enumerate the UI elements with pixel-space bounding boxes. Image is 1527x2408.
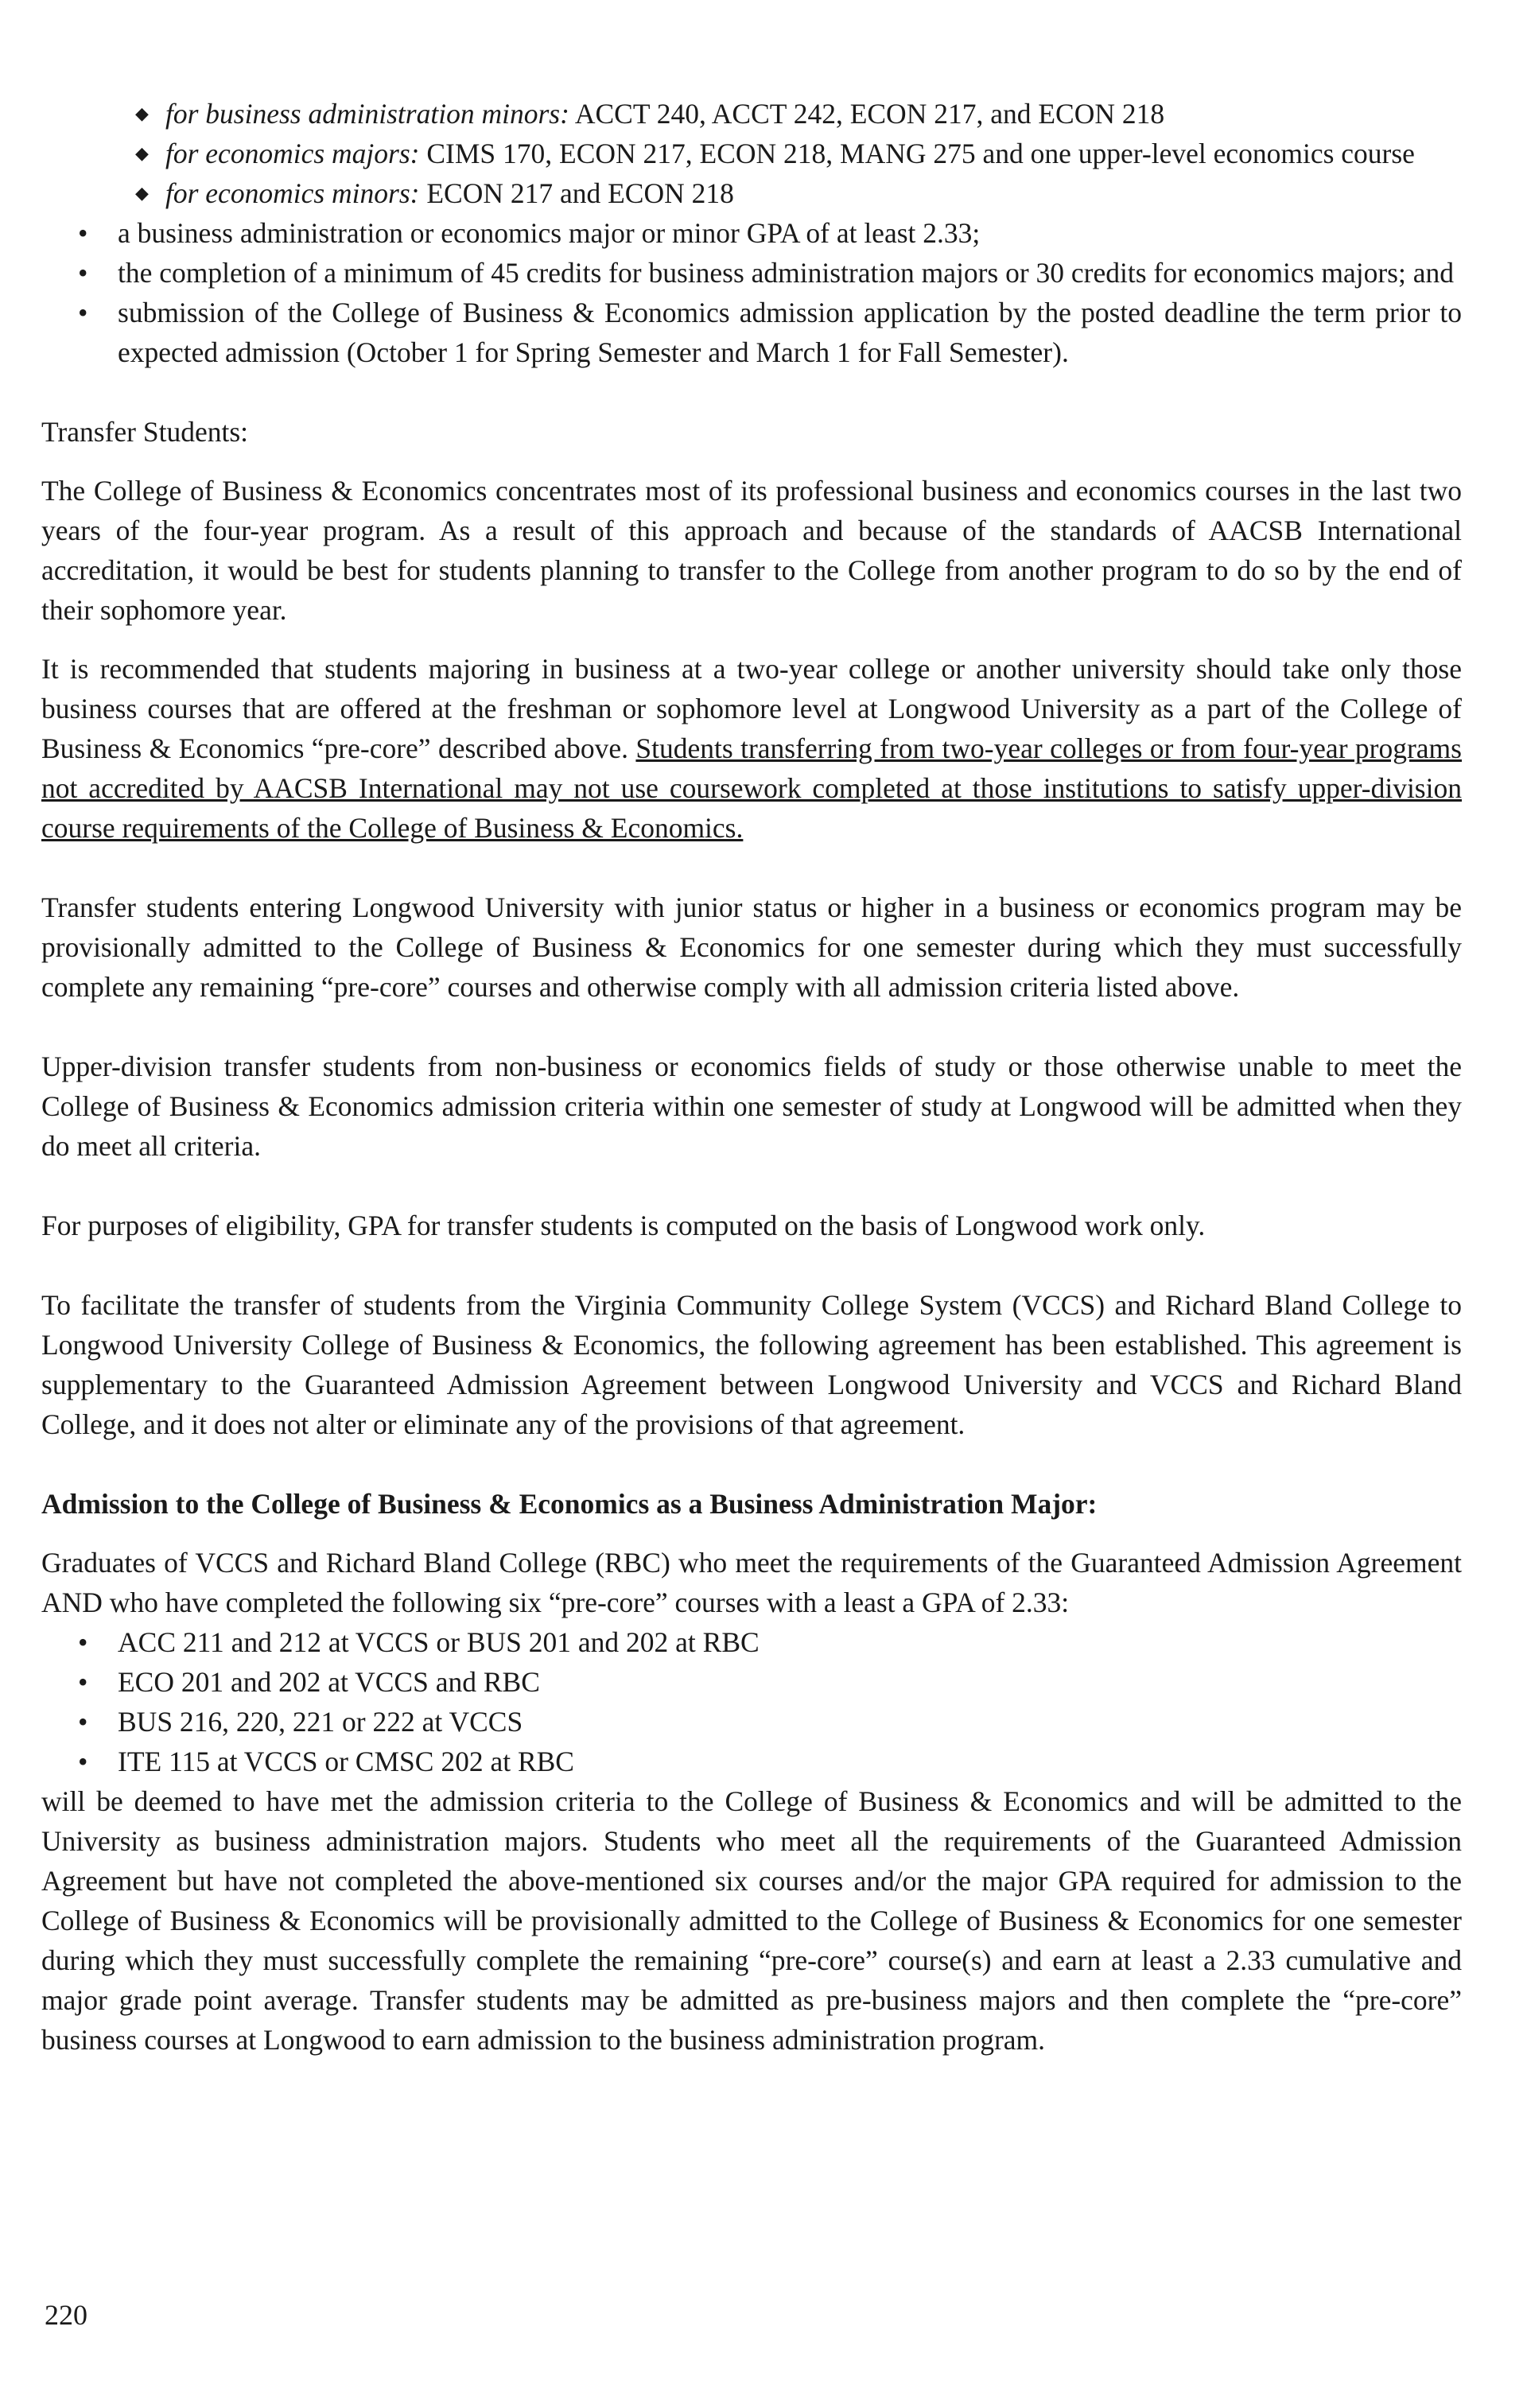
admission-heading: Admission to the College of Business & Economics as a Business Administration Major:	[41, 1488, 1098, 1520]
underlined-text: Students transferring from two-year colleges or from four-year programs not accredited by AACSB International may not use coursework completed at those institutions to satisfy upper-division course requirements of the College of Business & Economics.	[41, 732, 1462, 844]
admission-closing: will be deemed to have met the admission criteria to the College of Business & Economics and will be admitted to the University as business administration majors. Students who meet all the requirements of the Guaranteed Admission Agreement but have not completed the above-mentioned six courses and/or the major GPA required for admission to the College of Business & Economics will be provisionally admitted to the College of Business & Economics for one semester during which they must successfully complete the remaining “pre-core” course(s) and earn at least a 2.33 cumulative and major grade point average. Transfer students may be admitted as pre-business majors and then complete the “pre-core” business courses at Longwood to earn admission to the business administration program.	[41, 1785, 1462, 2056]
list-item-text: ECON 217 and ECON 218	[419, 177, 734, 209]
list-item-text: CIMS 170, ECON 217, ECON 218, MANG 275 and one upper-level economics course	[419, 138, 1415, 169]
list-item: • a business administration or economics major or minor GPA of at least 2.33;	[78, 213, 1462, 253]
paragraph-text: It is recommended that students majoring in business at a two-year college or another university should take only those business courses that are offered at the freshman or sophomore level at Longwood University as a part of the College of Business & Economics “pre-core” described above.	[41, 653, 1462, 764]
transfer-paragraph-3: Transfer students entering Longwood University with junior status or higher in a business or economics program may be provisionally admitted to the College of Business & Economics for one semester during which they must successfully complete any remaining “pre-core” courses and otherwise comply with all admission criteria listed above.	[41, 891, 1462, 1003]
transfer-paragraph-6: To facilitate the transfer of students from the Virginia Community College System (VCCS) and Richard Bland College to Longwood University College of Business & Economics, the following agreement has been established. This agreement is supplementary to the Guaranteed Admission Agreement between Longwood University and VCCS and Richard Bland College, and it does not alter or eliminate any of the provisions of that agreement.	[41, 1289, 1462, 1440]
list-item-text: ACCT 240, ACCT 242, ECON 217, and ECON 218	[569, 98, 1165, 130]
list-item: • submission of the College of Business & Economics admission application by the posted deadline the term prior to expected admission (October 1 for Spring Semester and March 1 for Fall Semester).	[78, 293, 1462, 372]
transfer-paragraph-4: Upper-division transfer students from non-business or economics fields of study or those otherwise unable to meet the College of Business & Economics admission criteria within one semester of study at Longwood will be admitted when they do meet all criteria.	[41, 1051, 1462, 1162]
list-item: • ITE 115 at VCCS or CMSC 202 at RBC	[78, 1742, 1462, 1781]
list-item-label: for economics majors:	[165, 138, 420, 169]
pre-core-course-list	[41, 1622, 1462, 1781]
list-item-label: for economics minors:	[165, 177, 420, 209]
document-page	[41, 94, 1462, 2060]
transfer-paragraph-1: The College of Business & Economics concentrates most of its professional business and economics courses in the last two years of the four-year program. As a result of this approach and because of the standards of AACSB International accreditation, it would be best for students planning to transfer to the College from another program to do so by the end of their sophomore year.	[41, 475, 1462, 626]
transfer-paragraph-2	[41, 649, 1462, 848]
list-item: • BUS 216, 220, 221 or 222 at VCCS	[78, 1702, 1462, 1742]
major-requirements-sublist	[41, 94, 1462, 213]
transfer-paragraph-5: For purposes of eligibility, GPA for transfer students is computed on the basis of Longwood work only.	[41, 1210, 1206, 1241]
transfer-students-heading: Transfer Students:	[41, 416, 249, 448]
list-item	[135, 173, 1462, 213]
list-item-label: for business administration minors:	[165, 98, 569, 130]
page-number: 220	[45, 2299, 87, 2331]
list-item: • ACC 211 and 212 at VCCS or BUS 201 and 202 at RBC	[78, 1622, 1462, 1662]
list-item	[135, 134, 1462, 173]
admission-intro: Graduates of VCCS and Richard Bland College (RBC) who meet the requirements of the Guaranteed Admission Agreement AND who have completed the following six “pre-core” courses with a least a GPA of 2.33:	[41, 1547, 1462, 1618]
list-item	[135, 94, 1462, 134]
admission-criteria-list	[41, 213, 1462, 372]
list-item: • the completion of a minimum of 45 credits for business administration majors or 30 credits for economics majors; and	[78, 253, 1462, 293]
list-item: • ECO 201 and 202 at VCCS and RBC	[78, 1662, 1462, 1702]
